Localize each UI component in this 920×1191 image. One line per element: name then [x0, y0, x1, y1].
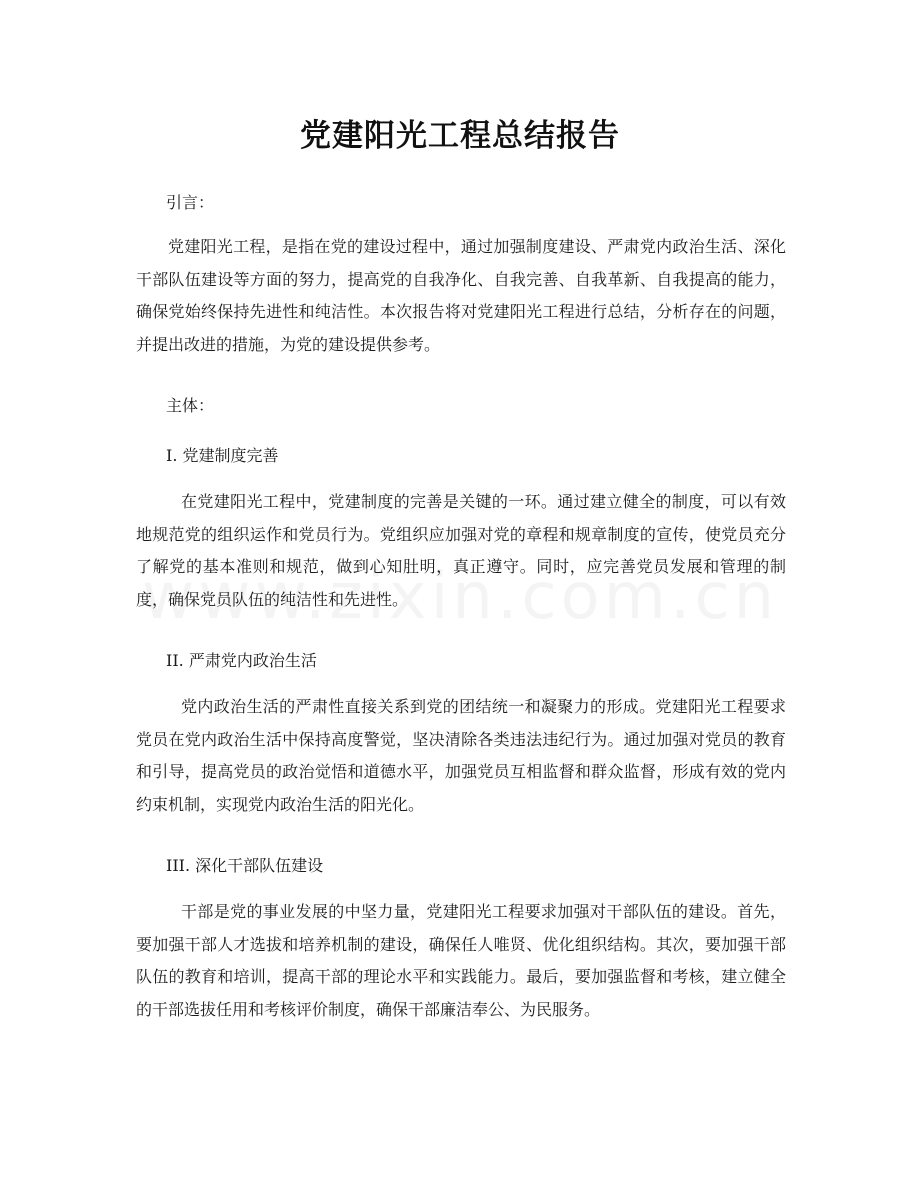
- section-paragraph-2: 党内政治生活的严肃性直接关系到党的团结统一和凝聚力的形成。党建阳光工程要求党员在党内政治生活中保持高度警觉，坚决清除各类违法违纪行为。通过加强对党员的教育和引导，提高党员的政治觉悟和道德水平，加强党员互相监督和群众监督，形成有效的党内约束机制，实现党内政治生活的阳光化。: [136, 697, 786, 814]
- section-heading-2: II. 严肃党内政治生活: [166, 651, 317, 670]
- body-label: 主体：: [166, 396, 215, 415]
- section-heading-1: I. 党建制度完善: [166, 446, 279, 465]
- document-title: 党建阳光工程总结报告: [300, 118, 620, 154]
- section-paragraph-3: 干部是党的事业发展的中坚力量，党建阳光工程要求加强对干部队伍的建设。首先，要加强干部人才选拔和培养机制的建设，确保任人唯贤、优化组织结构。其次，要加强干部队伍的教育和培训，提高干部的理论水平和实践能力。最后，要加强监督和考核，建立健全的干部选拔任用和考核评价制度，确保干部廉洁奉公、为民服务。: [136, 902, 786, 1019]
- intro-paragraph: 党建阳光工程，是指在党的建设过程中，通过加强制度建设、严肃党内政治生活、深化干部队伍建设等方面的努力，提高党的自我净化、自我完善、自我革新、自我提高的能力，确保党始终保持先进性和纯洁性。本次报告将对党建阳光工程进行总结，分析存在的问题，并提出改进的措施，为党的建设提供参考。: [136, 237, 786, 354]
- section-paragraph-1: 在党建阳光工程中，党建制度的完善是关键的一环。通过建立健全的制度，可以有效地规范党的组织运作和党员行为。党组织应加强对党的章程和规章制度的宣传，使党员充分了解党的基本准则和规范，做到心知肚明，真正遵守。同时，应完善党员发展和管理的制度，确保党员队伍的纯洁性和先进性。: [136, 492, 786, 609]
- section-heading-3: III. 深化干部队伍建设: [166, 856, 324, 875]
- intro-label: 引言：: [166, 193, 215, 212]
